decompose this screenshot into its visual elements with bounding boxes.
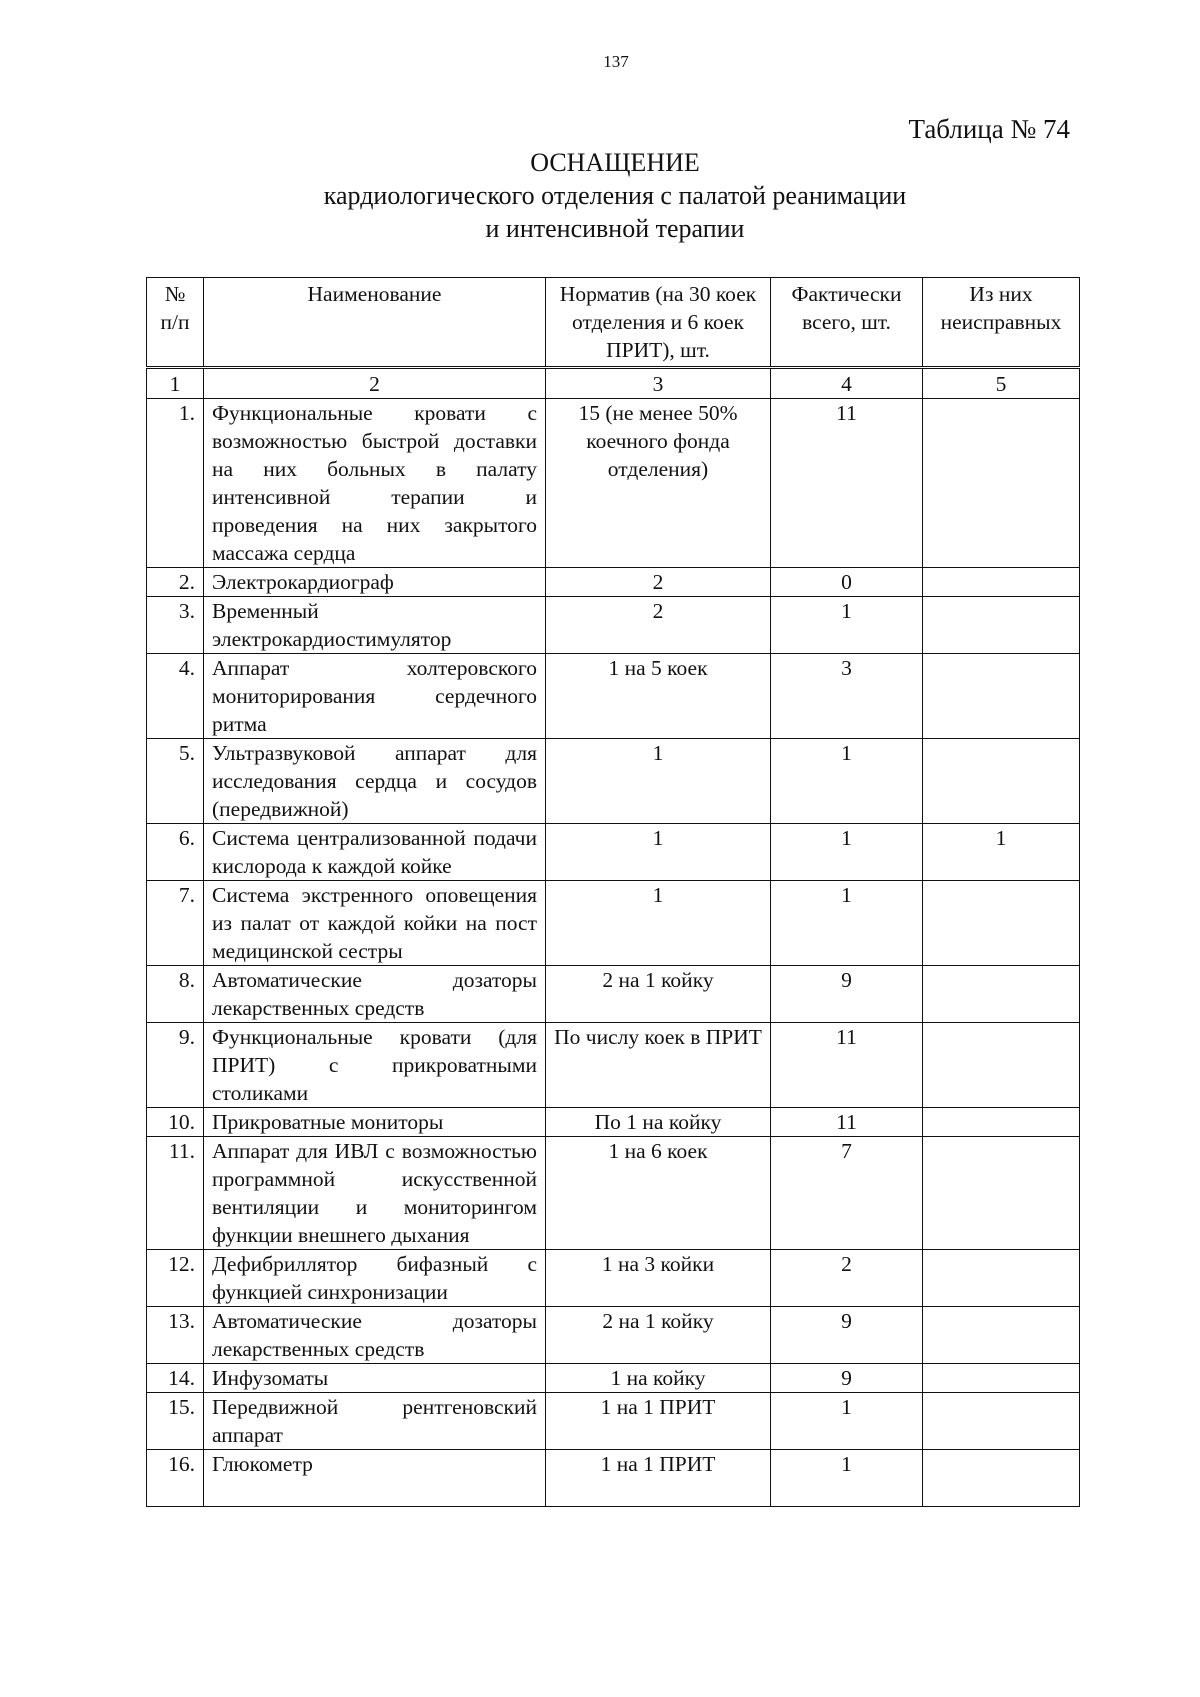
cell-name: Автоматические дозаторы лекарственных средств: [204, 1307, 546, 1364]
cell-fact: 1: [771, 597, 923, 654]
cell-broken: [923, 1393, 1080, 1450]
table-row: [147, 824, 1080, 881]
cell-number: 6.: [147, 824, 204, 881]
cell-fact: 1: [771, 881, 923, 966]
cell-name: Передвижной рентгеновский аппарат: [204, 1393, 546, 1450]
cell-fact: 1: [771, 739, 923, 824]
cell-broken: [923, 881, 1080, 966]
cell-norm: 1 на 1 ПРИТ: [546, 1393, 771, 1450]
column-number-row: [147, 368, 1080, 399]
cell-fact: 1: [771, 1450, 923, 1507]
header-name: Наименование: [204, 278, 546, 368]
table-label: Таблица № 74: [908, 114, 1070, 144]
column-number: 1: [147, 368, 204, 399]
header-norm: Норматив (на 30 коек отделения и 6 коек ПРИТ), шт.: [546, 278, 771, 368]
cell-number: 3.: [147, 597, 204, 654]
table-row: [147, 597, 1080, 654]
cell-broken: [923, 568, 1080, 597]
cell-number: 8.: [147, 966, 204, 1023]
cell-norm: 1: [546, 824, 771, 881]
cell-broken: [923, 739, 1080, 824]
table-row: [147, 1137, 1080, 1250]
cell-broken: [923, 1023, 1080, 1108]
table-header-row: [147, 278, 1080, 368]
cell-name: Прикроватные мониторы: [204, 1108, 546, 1137]
table-row: [147, 654, 1080, 739]
cell-fact: 0: [771, 568, 923, 597]
cell-name: Электрокардиограф: [204, 568, 546, 597]
heading-subtitle-line-2: и интенсивной терапии: [485, 214, 745, 243]
cell-norm: 2 на 1 койку: [546, 966, 771, 1023]
cell-norm: 15 (не менее 50% коечного фонда отделения): [546, 399, 771, 568]
cell-name: Ультразвуковой аппарат для исследования сердца и сосудов (передвижной): [204, 739, 546, 824]
cell-broken: 1: [923, 824, 1080, 881]
cell-number: 10.: [147, 1108, 204, 1137]
cell-fact: 3: [771, 654, 923, 739]
heading-title: ОСНАЩЕНИЕ: [530, 148, 700, 177]
cell-number: 16.: [147, 1450, 204, 1507]
equipment-table: [146, 277, 1080, 1507]
table-row: [147, 1450, 1080, 1507]
cell-norm: 2: [546, 597, 771, 654]
cell-norm: 1 на 5 коек: [546, 654, 771, 739]
column-number: 5: [923, 368, 1080, 399]
document-heading: [200, 146, 1030, 245]
cell-name: Система экстренного оповещения из палат от каждой койки на пост медицинской сестры: [204, 881, 546, 966]
table-row: [147, 399, 1080, 568]
table-row: [147, 568, 1080, 597]
table-row: [147, 1023, 1080, 1108]
cell-name: Функциональные кровати с возможностью быстрой доставки на них больных в палату интенсивной терапии и проведения на них закрытого массажа сердца: [204, 399, 546, 568]
cell-norm: По 1 на койку: [546, 1108, 771, 1137]
cell-fact: 11: [771, 1108, 923, 1137]
cell-broken: [923, 1250, 1080, 1307]
cell-name: Глюкометр: [204, 1450, 546, 1507]
table-row: [147, 1108, 1080, 1137]
cell-norm: 1 на 6 коек: [546, 1137, 771, 1250]
cell-norm: 1: [546, 881, 771, 966]
cell-fact: 2: [771, 1250, 923, 1307]
column-number: 4: [771, 368, 923, 399]
cell-broken: [923, 1137, 1080, 1250]
page-number: 137: [603, 52, 629, 71]
cell-number: 12.: [147, 1250, 204, 1307]
cell-broken: [923, 1307, 1080, 1364]
cell-fact: 9: [771, 1307, 923, 1364]
cell-fact: 11: [771, 1023, 923, 1108]
cell-number: 5.: [147, 739, 204, 824]
cell-fact: 1: [771, 1393, 923, 1450]
cell-number: 4.: [147, 654, 204, 739]
cell-broken: [923, 1364, 1080, 1393]
cell-norm: По числу коек в ПРИТ: [546, 1023, 771, 1108]
cell-fact: 1: [771, 824, 923, 881]
header-fact: Фактически всего, шт.: [771, 278, 923, 368]
cell-norm: 2: [546, 568, 771, 597]
cell-fact: 11: [771, 399, 923, 568]
cell-broken: [923, 597, 1080, 654]
cell-norm: 1: [546, 739, 771, 824]
table-row: [147, 1307, 1080, 1364]
cell-name: Система централизованной подачи кислорода к каждой койке: [204, 824, 546, 881]
heading-subtitle-line-1: кардиологического отделения с палатой реанимации: [323, 181, 907, 210]
cell-number: 1.: [147, 399, 204, 568]
cell-norm: 1 на 3 койки: [546, 1250, 771, 1307]
cell-name: Аппарат холтеровского мониторирования сердечного ритма: [204, 654, 546, 739]
cell-name: Временный электрокардиостимулятор: [204, 597, 546, 654]
cell-norm: 2 на 1 койку: [546, 1307, 771, 1364]
table-row: [147, 1393, 1080, 1450]
table-row: [147, 1364, 1080, 1393]
table-row: [147, 881, 1080, 966]
cell-broken: [923, 966, 1080, 1023]
header-num: № п/п: [147, 278, 204, 368]
cell-name: Аппарат для ИВЛ с возможностью программной искусственной вентиляции и мониторингом функции внешнего дыхания: [204, 1137, 546, 1250]
cell-name: Инфузоматы: [204, 1364, 546, 1393]
cell-number: 13.: [147, 1307, 204, 1364]
cell-broken: [923, 1450, 1080, 1507]
cell-fact: 9: [771, 966, 923, 1023]
cell-name: Автоматические дозаторы лекарственных средств: [204, 966, 546, 1023]
table-row: [147, 1250, 1080, 1307]
cell-number: 7.: [147, 881, 204, 966]
table-row: [147, 739, 1080, 824]
cell-norm: 1 на 1 ПРИТ: [546, 1450, 771, 1507]
column-number: 2: [204, 368, 546, 399]
cell-number: 2.: [147, 568, 204, 597]
cell-number: 14.: [147, 1364, 204, 1393]
cell-broken: [923, 399, 1080, 568]
cell-name: Дефибриллятор бифазный с функцией синхронизации: [204, 1250, 546, 1307]
cell-number: 9.: [147, 1023, 204, 1108]
cell-broken: [923, 654, 1080, 739]
cell-name: Функциональные кровати (для ПРИТ) с прикроватными столиками: [204, 1023, 546, 1108]
cell-fact: 7: [771, 1137, 923, 1250]
cell-broken: [923, 1108, 1080, 1137]
header-broken: Из них неисправных: [923, 278, 1080, 368]
cell-fact: 9: [771, 1364, 923, 1393]
column-number: 3: [546, 368, 771, 399]
cell-number: 11.: [147, 1137, 204, 1250]
cell-norm: 1 на койку: [546, 1364, 771, 1393]
cell-number: 15.: [147, 1393, 204, 1450]
table-row: [147, 966, 1080, 1023]
